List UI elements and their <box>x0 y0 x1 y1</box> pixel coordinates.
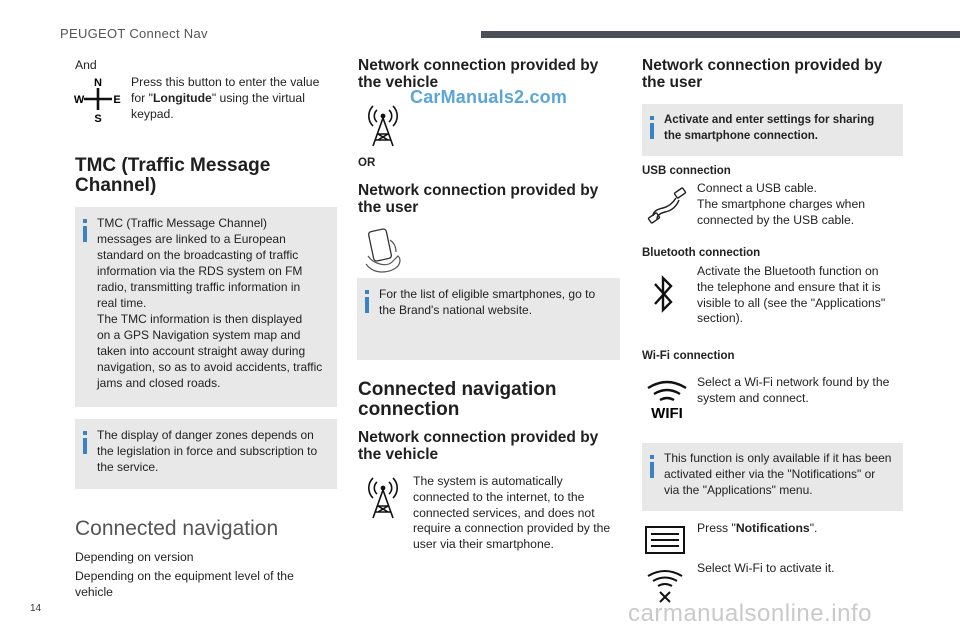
bluetooth-label: Bluetooth connection <box>642 247 761 259</box>
vehicle-connection-title-2: Network connection provided by the vehicle <box>358 429 599 463</box>
tmc-note-line: radio, transmitting traffic information in <box>97 280 301 294</box>
usb-line: connected by the USB cable. <box>697 212 855 227</box>
tmc-note-line: real time. <box>97 296 147 310</box>
tmc-note-line: navigation, so as to avoid accidents, traffic <box>97 360 323 374</box>
tmc-note-line: messages are linked to a European <box>97 232 286 246</box>
usb-line: The smartphone charges when <box>697 196 866 211</box>
user-connection-title-col3: Network connection provided by the user <box>642 57 883 91</box>
tmc-note <box>75 207 337 407</box>
tmc-note-line: The TMC information is then displayed <box>97 312 303 326</box>
header-bar <box>481 31 960 38</box>
wifi-label: Wi-Fi connection <box>642 350 735 362</box>
compass-icon <box>74 76 124 124</box>
eligible-note-line: For the list of eligible smartphones, go to <box>379 287 596 301</box>
tmc-note-line: TMC (Traffic Message Channel) <box>97 216 268 230</box>
document-header: PEUGEOT Connect Nav <box>60 26 208 41</box>
and-label: And <box>75 58 97 72</box>
tmc-note-line: jams and closed roads. <box>97 376 221 390</box>
bluetooth-line: visible to all (see the "Applications" <box>697 295 886 310</box>
compass-s: S <box>94 113 102 124</box>
function-note-line: This function is only available if it has been <box>664 451 892 465</box>
activate-note-line: Activate and enter settings for sharing <box>664 114 875 126</box>
usb-cable-icon <box>645 186 689 226</box>
watermark-top: CarManuals2.com <box>410 87 568 107</box>
activate-sharing-note <box>642 104 903 156</box>
svg-text:WIFI: WIFI <box>651 405 683 420</box>
wifi-line: system and connect. <box>697 390 809 405</box>
depending-version: Depending on version <box>75 550 194 564</box>
usb-line: Connect a USB cable. <box>697 181 817 195</box>
longitude-instruction: Press this button to enter the value for "Longitude" using the virtual keypad. <box>131 75 320 121</box>
eligible-smartphones-note <box>357 278 620 360</box>
danger-note-line: the legislation in force and subscription to <box>97 444 318 458</box>
user-connection-title: Network connection provided by the user <box>358 182 599 216</box>
compass-n: N <box>94 77 102 89</box>
tmc-title: TMC (Traffic Message Channel) <box>75 155 271 196</box>
bluetooth-line: section). <box>697 311 744 326</box>
depending-equipment: Depending on the equipment level of the vehicle <box>75 569 294 599</box>
vehicle-connection-title: Network connection provided by the vehicle <box>358 57 599 91</box>
page-number: 14 <box>30 603 42 614</box>
bluetooth-line: the telephone and ensure that it is <box>697 279 881 294</box>
function-availability-note <box>642 443 903 511</box>
select-wifi-text: Select Wi-Fi to activate it. <box>697 561 835 575</box>
watermark-bottom: carmanualsonline.info <box>628 600 872 627</box>
smartphone-hand-icon <box>362 226 406 274</box>
danger-note-line: the service. <box>97 460 159 474</box>
or-label: OR <box>358 157 376 169</box>
bluetooth-text <box>697 264 902 327</box>
auto-connection-text <box>413 474 618 553</box>
press-notifications-text: Press "Notifications". <box>697 521 818 535</box>
auto-connection-line: The system is automatically <box>413 474 563 488</box>
danger-note-line: The display of danger zones depends on <box>97 428 314 442</box>
compass-w: W <box>74 94 85 106</box>
wifi-text <box>697 375 902 407</box>
usb-label: USB connection <box>642 165 731 177</box>
connected-navigation-title: Connected navigation <box>75 517 279 540</box>
tmc-note-line: standard on the broadcasting of traffic <box>97 248 299 262</box>
bluetooth-line: Activate the Bluetooth function on <box>697 264 879 278</box>
function-note-line: activated either via the "Notifications" or <box>664 467 876 481</box>
auto-connection-line: connected to the internet, to the <box>413 489 585 504</box>
compass-e: E <box>113 94 121 106</box>
wifi-off-icon <box>645 568 685 604</box>
wifi-line: Select a Wi-Fi network found by the <box>697 375 890 389</box>
notifications-list-icon <box>645 526 685 554</box>
wifi-icon <box>644 378 690 420</box>
function-note-line: via the "Applications" menu. <box>664 483 813 497</box>
eligible-note-line: the Brand's national website. <box>379 303 533 317</box>
tmc-note-line: on a GPS Navigation system map and <box>97 328 301 342</box>
bluetooth-icon <box>651 274 677 314</box>
usb-text <box>697 181 897 228</box>
tmc-note-line: taken into account straight away during <box>97 344 306 358</box>
activate-note-line: the smartphone connection. <box>664 130 818 142</box>
antenna-icon <box>365 104 401 148</box>
auto-connection-line: require a connection provided by the <box>413 521 611 536</box>
danger-zone-note <box>75 419 337 489</box>
connected-navigation-connection-title: Connected navigation connection <box>358 379 557 420</box>
auto-connection-line: user via their smartphone. <box>413 537 554 552</box>
auto-connection-line: connected services, and does not <box>413 505 595 520</box>
tmc-note-line: information via the RDS system on FM <box>97 264 303 278</box>
antenna-icon-2 <box>365 476 401 520</box>
